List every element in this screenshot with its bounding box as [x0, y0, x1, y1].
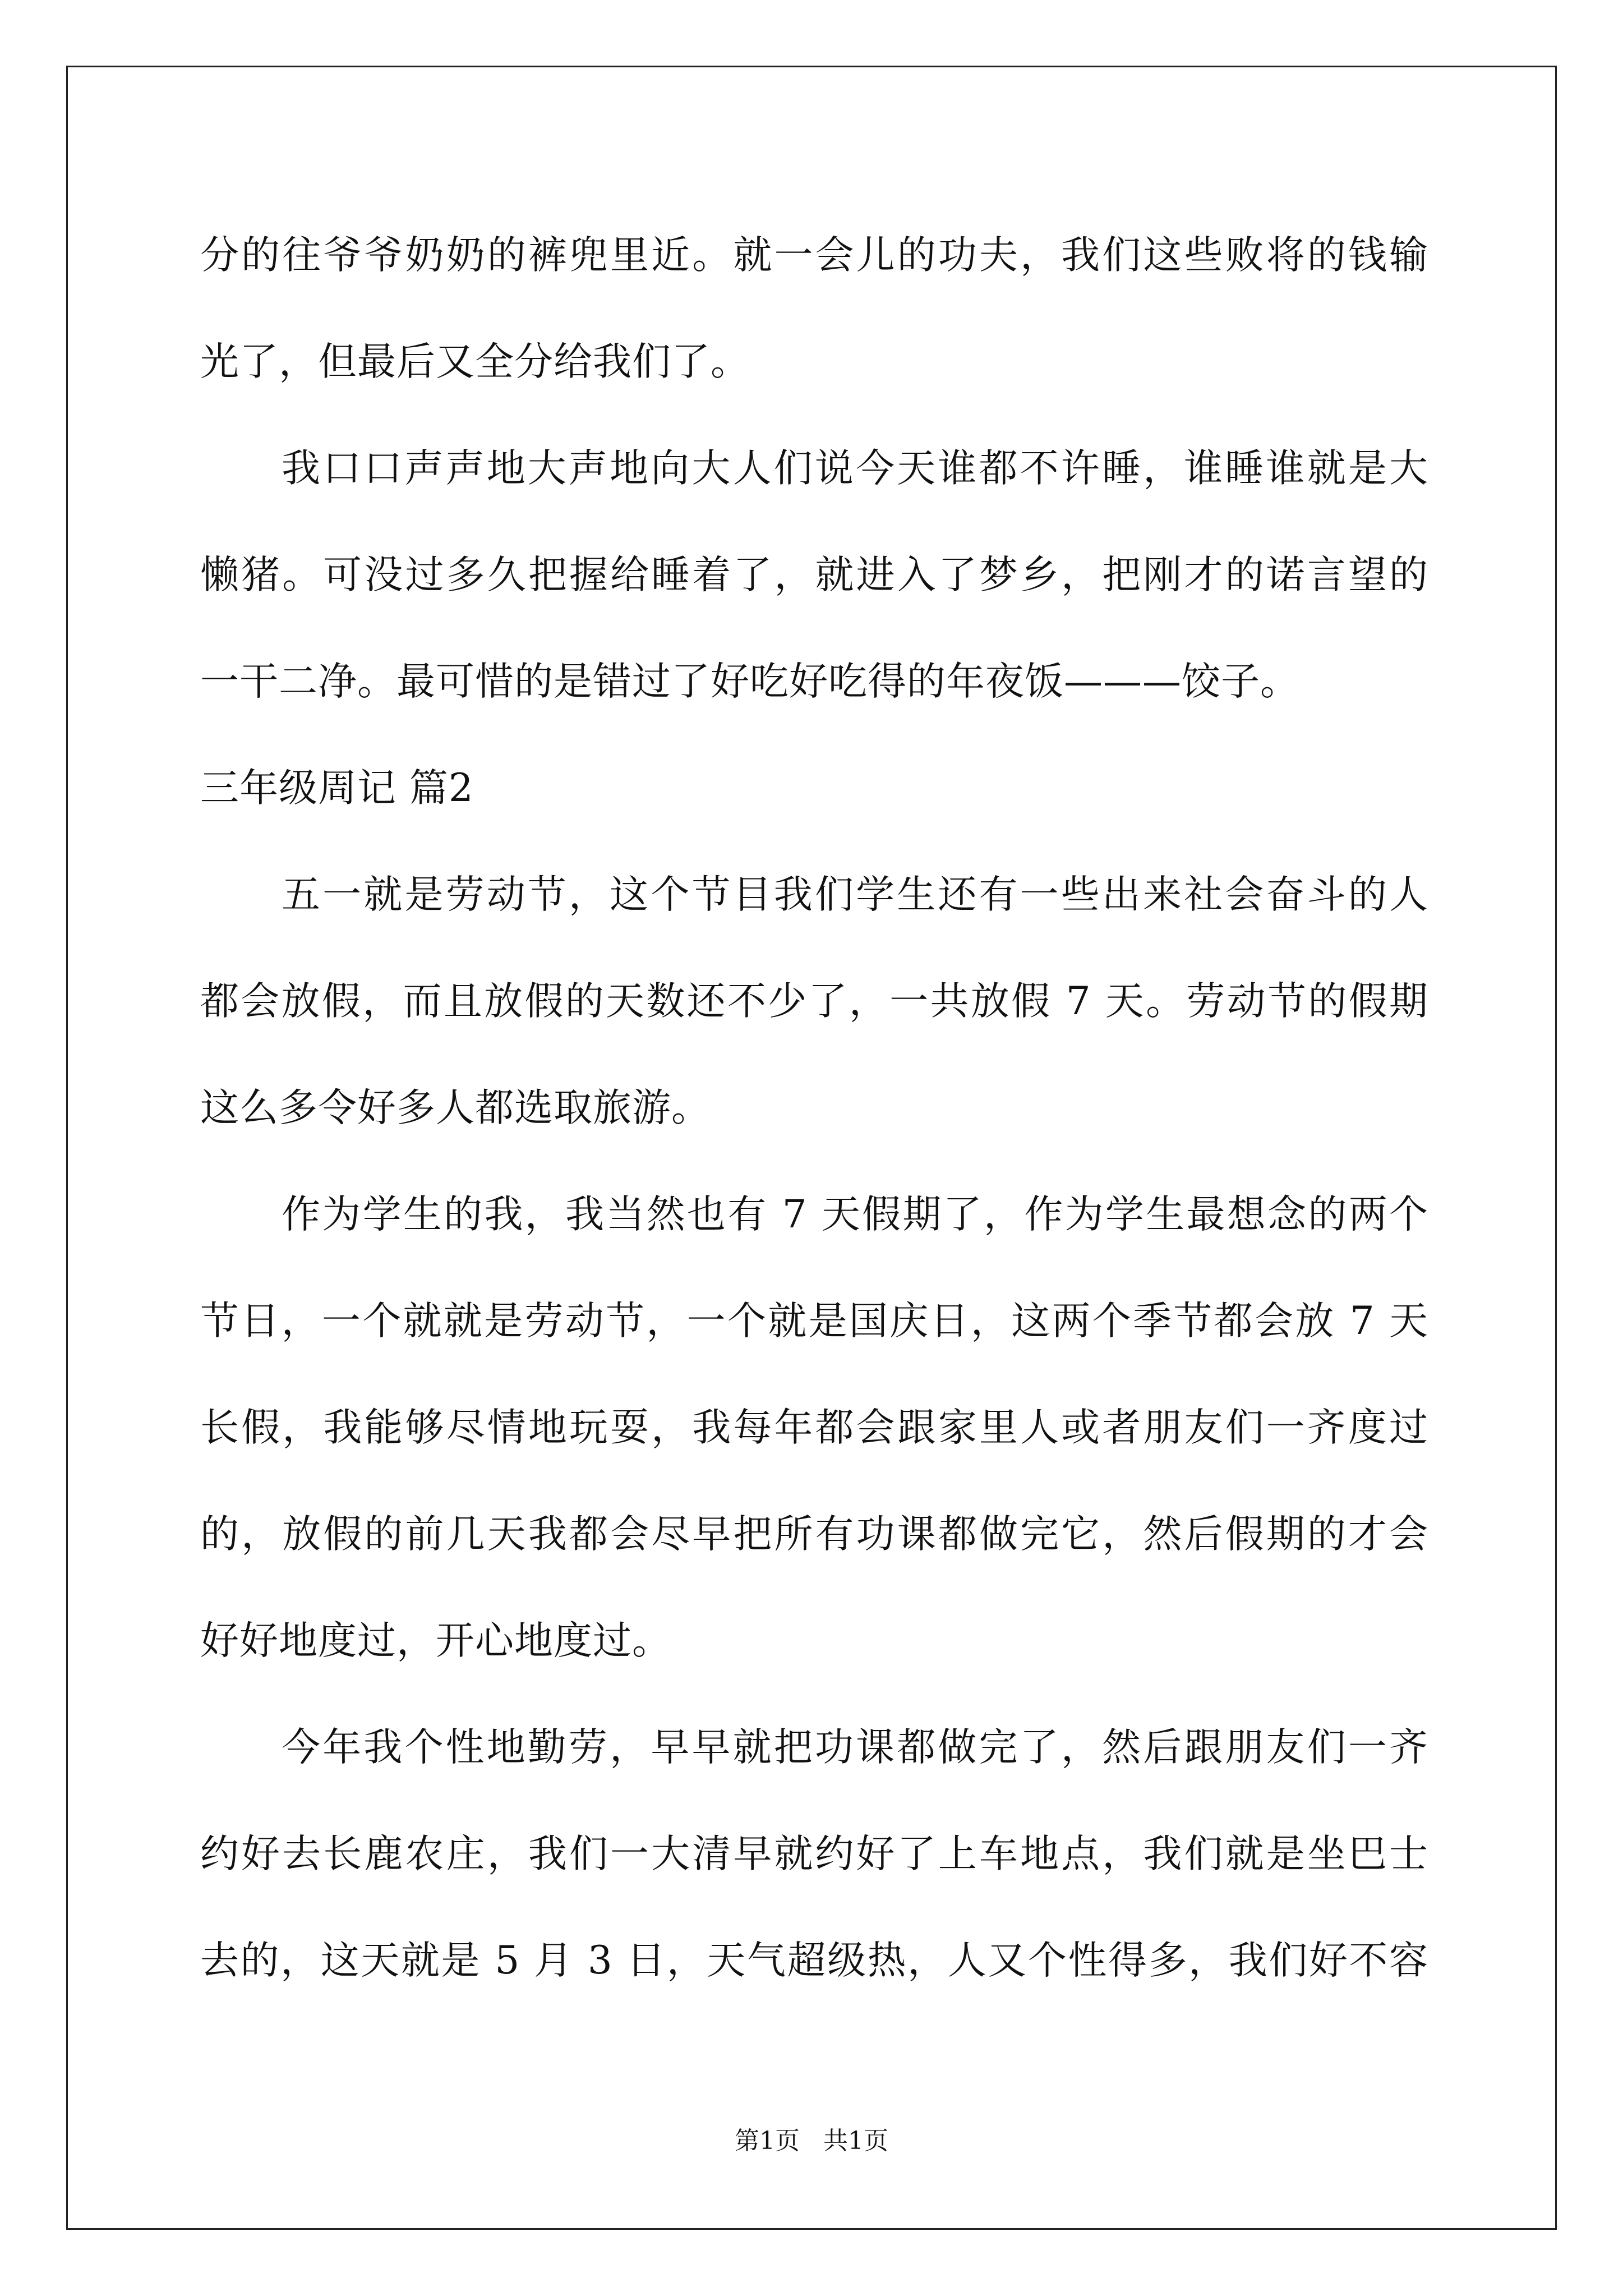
page-footer: 第1页 共1页 [735, 2127, 888, 2155]
text-line: 长假，我能够尽情地玩耍，我每年都会跟家里人或者朋友们一齐度过 [200, 1405, 1428, 1450]
text-line: 分的往爷爷奶奶的裤兜里近。就一会儿的功夫，我们这些败将的钱输 [200, 233, 1428, 278]
text-line: 我口口声声地大声地向大人们说今天谁都不许睡，谁睡谁就是大 [282, 446, 1428, 491]
text-line: 的，放假的前几天我都会尽早把所有功课都做完它，然后假期的才会 [200, 1512, 1428, 1557]
text-line: 今年我个性地勤劳，早早就把功课都做完了，然后跟朋友们一齐 [282, 1725, 1428, 1770]
text-line: 这么多令好多人都选取旅游。 [200, 1085, 711, 1130]
document-body [200, 202, 1428, 2014]
text-line: 一干二净。最可惜的是错过了好吃好吃得的年夜饭———饺子。 [200, 659, 1299, 704]
text-line: 都会放假，而且放假的天数还不少了，一共放假 7 天。劳动节的假期 [200, 979, 1428, 1024]
text-line: 作为学生的我，我当然也有 7 天假期了，作为学生最想念的两个 [282, 1192, 1428, 1237]
text-line: 懒猪。可没过多久把握给睡着了，就进入了梦乡，把刚才的诺言望的 [200, 553, 1428, 597]
text-line: 光了，但最后又全分给我们了。 [200, 339, 750, 384]
text-line: 节日，一个就就是劳动节，一个就是国庆日，这两个季节都会放 7 天 [200, 1299, 1428, 1343]
text-line: 约好去长鹿农庄，我们一大清早就约好了上车地点，我们就是坐巴士 [200, 1832, 1428, 1876]
text-line: 好好地度过，开心地度过。 [200, 1618, 671, 1663]
section-heading: 三年级周记 篇2 [200, 766, 474, 811]
text-line: 去的，这天就是 5 月 3 日，天气超级热，人又个性得多，我们好不容 [200, 1938, 1428, 1983]
text-line: 五一就是劳动节，这个节目我们学生还有一些出来社会奋斗的人 [282, 872, 1428, 917]
